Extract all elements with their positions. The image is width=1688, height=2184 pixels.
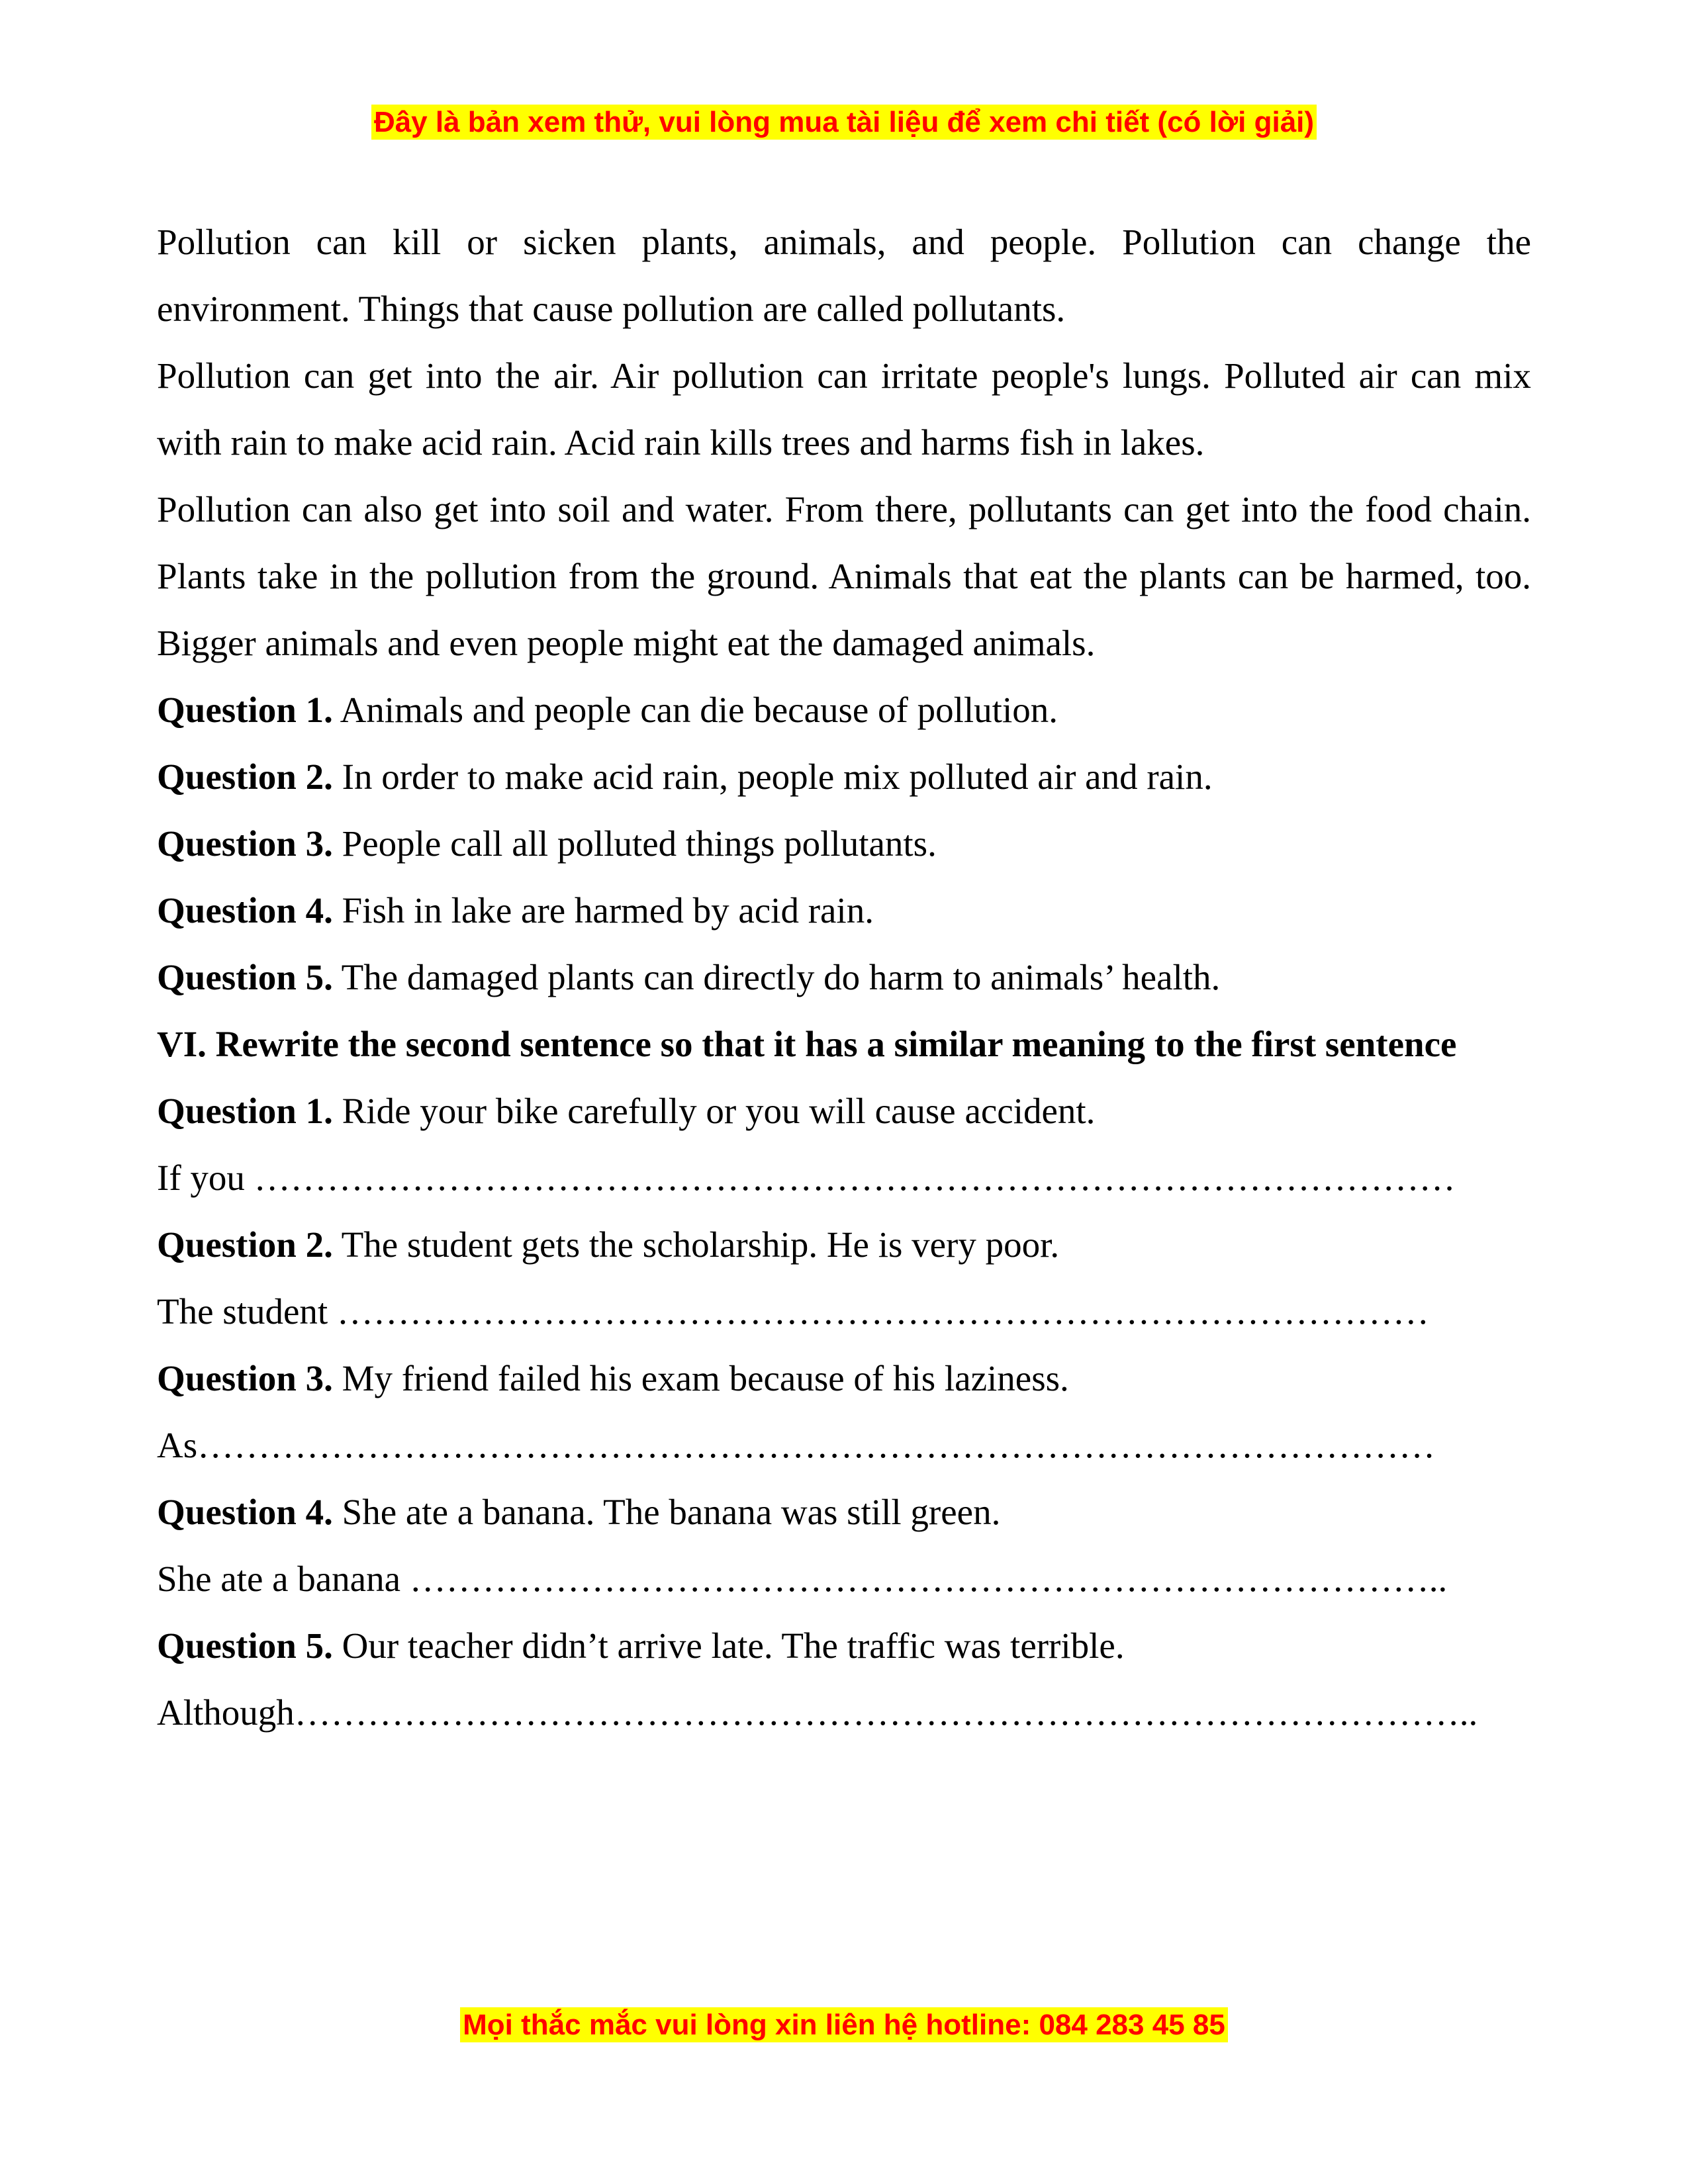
answer-line-5: Although…………………………………………………………………………………….. [157, 1692, 1478, 1733]
question-text: Animals and people can die because of pollution. [332, 690, 1058, 730]
tf-question-4 [157, 877, 1531, 944]
rewrite-question-4 [157, 1479, 1531, 1545]
question-label: Question 3. [157, 823, 333, 864]
answer-line-2: The student ……………………………………………………………………………… [157, 1291, 1429, 1332]
section-vi-heading: VI. Rewrite the second sentence so that it has a similar meaning to the first sentence [157, 1024, 1457, 1064]
question-label: Question 5. [157, 1625, 333, 1666]
question-label: Question 2. [157, 756, 333, 797]
question-label: Question 1. [157, 1091, 333, 1131]
tf-question-5 [157, 944, 1531, 1011]
preview-notice-text: Đây là bản xem thử, vui lòng mua tài liệu để xem chi tiết (có lời giải) [371, 105, 1317, 140]
question-text: The damaged plants can directly do harm to animals’ health. [332, 957, 1221, 997]
question-label: Question 4. [157, 1492, 333, 1532]
tf-question-2 [157, 743, 1531, 810]
answer-line-3: As………………………………………………………………………………………… [157, 1425, 1436, 1465]
rewrite-question-5 [157, 1612, 1531, 1679]
preview-notice-banner [0, 103, 1688, 142]
tf-question-3 [157, 810, 1531, 877]
question-text: People call all polluted things pollutants. [332, 823, 937, 864]
hotline-notice-text: Mọi thắc mắc vui lòng xin liên hệ hotline: 084 283 45 85 [460, 2007, 1228, 2042]
question-text: Ride your bike carefully or you will cause accident. [332, 1091, 1096, 1131]
document-body [157, 208, 1531, 1746]
question-text: The student gets the scholarship. He is very poor. [332, 1224, 1060, 1265]
question-label: Question 5. [157, 957, 333, 997]
answer-line-1: If you ……………………………………………………………………………………… [157, 1158, 1456, 1198]
passage-paragraph-3: Pollution can also get into soil and water. From there, pollutants can get into the food chain. Plants take in the pollution from the ground. Animals that eat the plants can be harmed, too. Bigger animals and even people might eat the damaged animals. [157, 489, 1531, 663]
question-label: Question 3. [157, 1358, 333, 1398]
question-text: In order to make acid rain, people mix polluted air and rain. [332, 756, 1213, 797]
answer-line-4: She ate a banana ………………………………………………………………………….. [157, 1559, 1448, 1599]
question-text: My friend failed his exam because of his laziness. [332, 1358, 1069, 1398]
passage-paragraph-1: Pollution can kill or sicken plants, animals, and people. Pollution can change the environment. Things that cause pollution are called pollutants. [157, 222, 1531, 329]
question-text: Fish in lake are harmed by acid rain. [332, 890, 874, 931]
question-label: Question 2. [157, 1224, 333, 1265]
question-text: Our teacher didn’t arrive late. The traffic was terrible. [332, 1625, 1125, 1666]
rewrite-question-3 [157, 1345, 1531, 1412]
passage-paragraph-2: Pollution can get into the air. Air pollution can irritate people's lungs. Polluted air can mix with rain to make acid rain. Acid rain kills trees and harms fish in lakes. [157, 355, 1531, 463]
question-text: She ate a banana. The banana was still green. [332, 1492, 1001, 1532]
rewrite-question-2 [157, 1211, 1531, 1278]
rewrite-question-1 [157, 1077, 1531, 1144]
tf-question-1 [157, 676, 1531, 743]
hotline-notice-banner [0, 2005, 1688, 2045]
question-label: Question 4. [157, 890, 333, 931]
question-label: Question 1. [157, 690, 333, 730]
